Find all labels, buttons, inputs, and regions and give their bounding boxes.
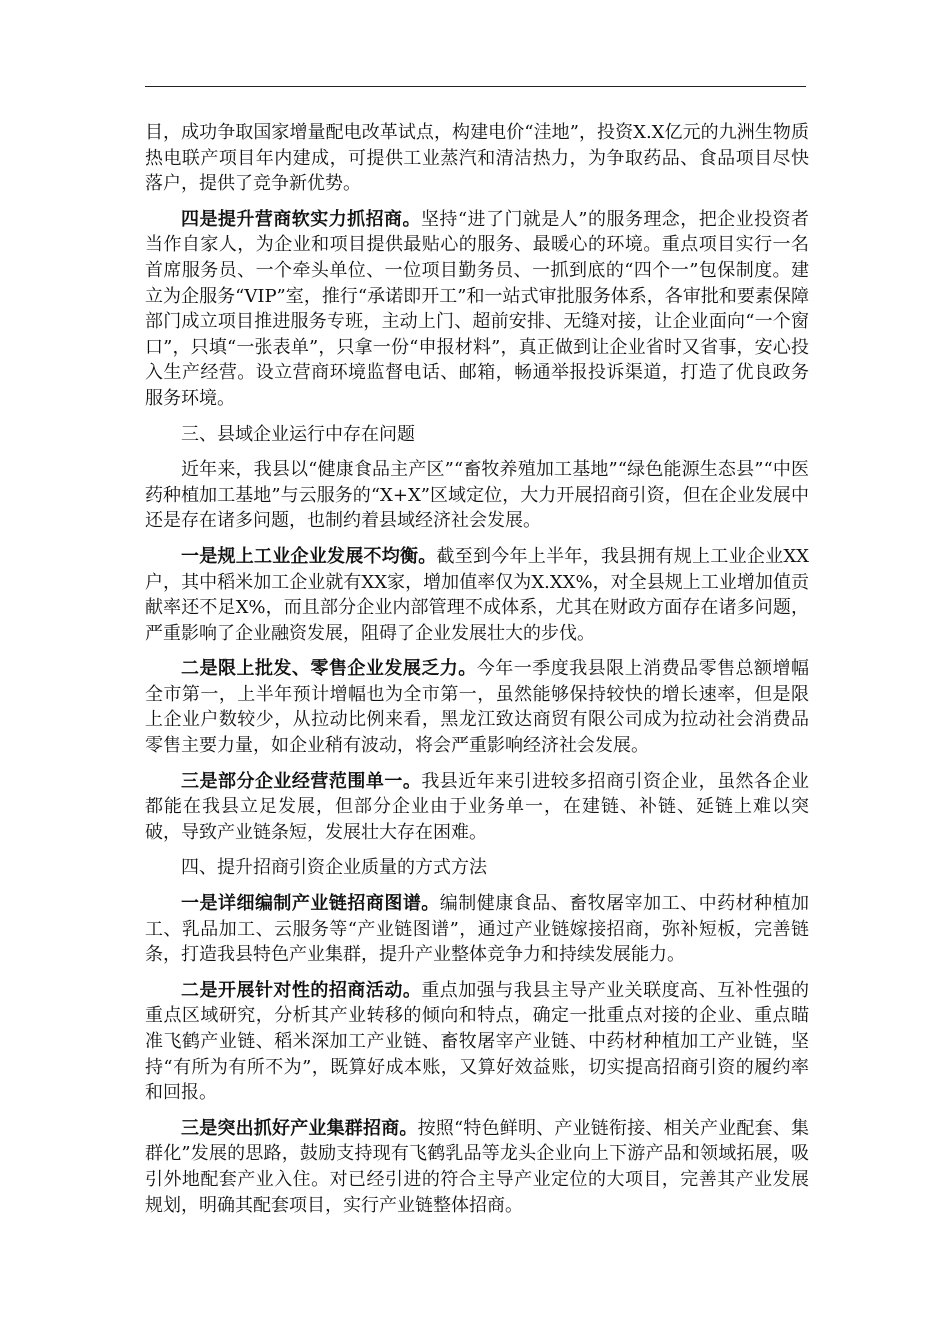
paragraph-problem-2 xyxy=(145,656,809,758)
paragraph-method-1 xyxy=(145,891,809,968)
paragraph-lead: 二是限上批发、零售企业发展乏力。 xyxy=(181,658,477,680)
paragraph-intro-problems xyxy=(145,457,809,534)
paragraph-method-2 xyxy=(145,978,809,1106)
paragraph-lead: 四是提升营商软实力抓招商。 xyxy=(181,208,421,230)
paragraph-problem-1 xyxy=(145,544,809,646)
paragraph-method-3 xyxy=(145,1116,809,1218)
paragraph-lead: 一是规上工业企业发展不均衡。 xyxy=(181,545,437,567)
paragraph-text: 近年来，我县以“健康食品主产区”“畜牧养殖加工基地”“绿色能源生态县”“中医药种植加工基地”与云服务的“X+X”区域定位，大力开展招商引资，但在企业发展中还是存在诸多问题，也制约着县域经济社会发展。 xyxy=(145,459,809,532)
paragraph-lead: 二是开展针对性的招商活动。 xyxy=(181,979,422,1001)
paragraph-text: 我县近年来引进较多招商引资企业，虽然各企业都能在我县立足发展，但部分企业由于业务单一，在建链、补链、延链上难以突破，导致产业链条短，发展壮大存在困难。 xyxy=(145,770,810,843)
continuation-paragraph xyxy=(145,120,809,197)
paragraph-text: 截至到今年上半年，我县拥有规上工业企业XX户，其中稻米加工企业就有XX家，增加值率仅为X.XX%，对全县规上工业增加值贡献率还不足X%，而且部分企业内部管理不成体系，尤其在财政方面存在诸多问题，严重影响了企业融资发展，阻碍了企业发展壮大的步伐。 xyxy=(145,545,809,644)
paragraph-problem-3 xyxy=(145,769,809,846)
document-body xyxy=(145,120,809,1228)
paragraph-text: 坚持“进了门就是人”的服务理念，把企业投资者当作自家人，为企业和项目提供最贴心的服务、最暖心的环境。重点项目实行一名首席服务员、一个牵头单位、一位项目勤务员、一抓到底的“四个一”包保制度。建立为企服务“VIP”室，推行“承诺即开工”和一站式审批服务体系，各审批和要素保障部门成立项目推进服务专班，主动上门、超前安排、无缝对接，让企业面向“一个窗口”，只填“一张表单”，只拿一份“申报材料”，真正做到让企业省时又省事，安心投入生产经营。设立营商环境监督电话、邮箱，畅通举报投诉渠道，打造了优良政务服务环境。 xyxy=(145,208,810,409)
paragraph-lead: 一是详细编制产业链招商图谱。 xyxy=(181,893,440,915)
paragraph-text: 重点加强与我县主导产业关联度高、互补性强的重点区域研究，分析其产业转移的倾向和特点，确定一批重点对接的企业、重点瞄准飞鹤产业链、稻米深加工产业链、畜牧屠宰产业链、中药材种植加工产业链，坚持“有所为有所不为”，既算好成本账，又算好效益账，切实提高招商引资的履约率和回报。 xyxy=(145,979,810,1104)
paragraph-text: 编制健康食品、畜牧屠宰加工、中药材种植加工、乳品加工、云服务等“产业链图谱”，通过产业链嫁接招商，弥补短板，完善链条，打造我县特色产业集群，提升产业整体竞争力和持续发展能力。 xyxy=(145,893,810,966)
section-heading-3: 三、县域企业运行中存在问题 xyxy=(181,423,415,445)
paragraph-text: 按照“特色鲜明、产业链衔接、相关产业配套、集群化”发展的思路，鼓励支持现有飞鹤乳品等龙头企业向上下游产品和领域拓展，吸引外地配套产业入住。对已经引进的符合主导产业定位的大项目，完善其产业发展规划，明确其配套项目，实行产业链整体招商。 xyxy=(145,1117,810,1216)
paragraph-lead: 三是部分企业经营范围单一。 xyxy=(181,770,422,792)
paragraph-business-environment xyxy=(145,207,809,412)
section-heading-4: 四、提升招商引资企业质量的方式方法 xyxy=(181,857,487,879)
header-rule xyxy=(145,86,806,87)
paragraph-text: 目，成功争取国家增量配电改革试点，构建电价“洼地”，投资X.X亿元的九洲生物质热电联产项目年内建成，可提供工业蒸汽和清洁热力，为争取药品、食品项目尽快落户，提供了竞争新优势。 xyxy=(145,122,809,195)
paragraph-lead: 三是突出抓好产业集群招商。 xyxy=(181,1117,418,1139)
paragraph-text: 今年一季度我县限上消费品零售总额增幅全市第一，上半年预计增幅也为全市第一，虽然能够保持较快的增长速率，但是限上企业户数较少，从拉动比例来看，黑龙江致达商贸有限公司成为拉动社会消费品零售主要力量，如企业稍有波动，将会严重影响经济社会发展。 xyxy=(145,658,810,757)
